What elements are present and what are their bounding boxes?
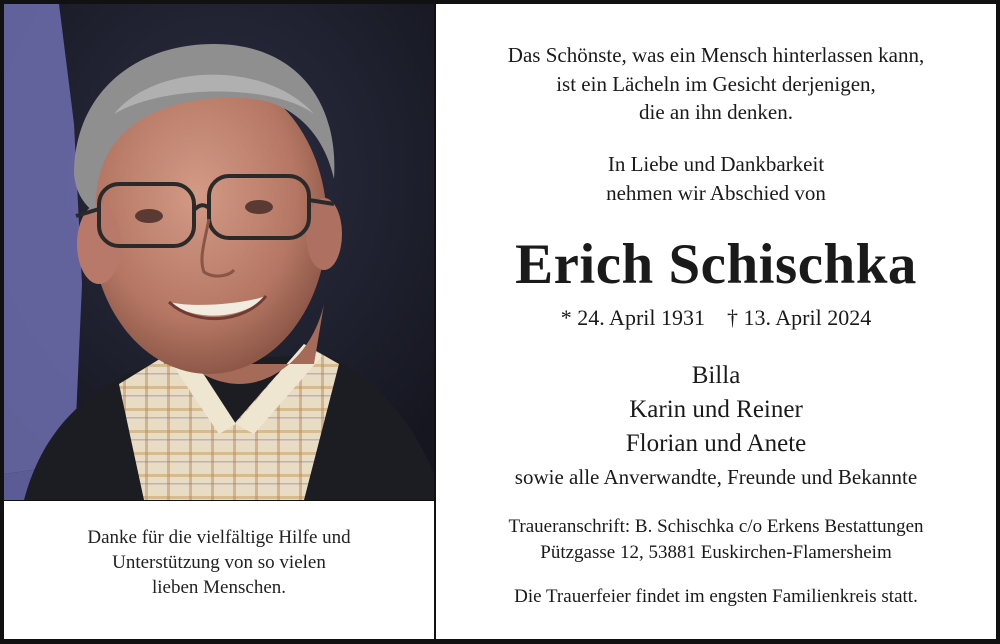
quote-line: ist ein Lächeln im Gesicht derjenigen,: [556, 71, 876, 96]
thanks-message: [87, 525, 350, 600]
thanks-line: Unterstützung von so vielen: [112, 551, 326, 573]
mourners-list: [436, 359, 996, 494]
announcement-panel: [436, 4, 996, 639]
thanks-panel: [4, 501, 434, 639]
memorial-quote: [436, 41, 996, 127]
thanks-line: Danke für die vielfältige Hilfe und: [87, 526, 351, 548]
address-line: Pützgasse 12, 53881 Euskirchen-Flamersheim: [540, 542, 892, 563]
other-mourners: sowie alle Anverwandte, Freunde und Bekannte: [514, 465, 918, 489]
mourning-address: [436, 514, 996, 566]
birth-date: * 24. April 1931: [560, 305, 705, 330]
deceased-name: Erich Schischka: [515, 233, 917, 296]
thanks-line: lieben Menschen.: [151, 576, 286, 598]
mourner-name: Karin und Reiner: [629, 396, 803, 423]
life-dates: [436, 304, 996, 332]
intro-line: In Liebe und Dankbarkeit: [607, 152, 825, 176]
mourner-name: Florian und Anete: [625, 430, 807, 457]
quote-line: die an ihn denken.: [639, 100, 793, 124]
intro-line: nehmen wir Abschied von: [606, 180, 826, 205]
portrait-photo: [4, 4, 434, 500]
ceremony-note: Die Trauerfeier findet im engsten Familienkreis statt.: [514, 586, 918, 607]
farewell-intro: [436, 150, 996, 207]
death-date: † 13. April 2024: [727, 305, 872, 330]
address-line: Traueranschrift: B. Schischka c/o Erkens Bestattungen: [508, 516, 924, 537]
mourner-name: Billa: [691, 362, 741, 389]
portrait-illustration: [4, 4, 434, 500]
quote-line: Das Schönste, was ein Mensch hinterlassen kann,: [507, 43, 925, 67]
